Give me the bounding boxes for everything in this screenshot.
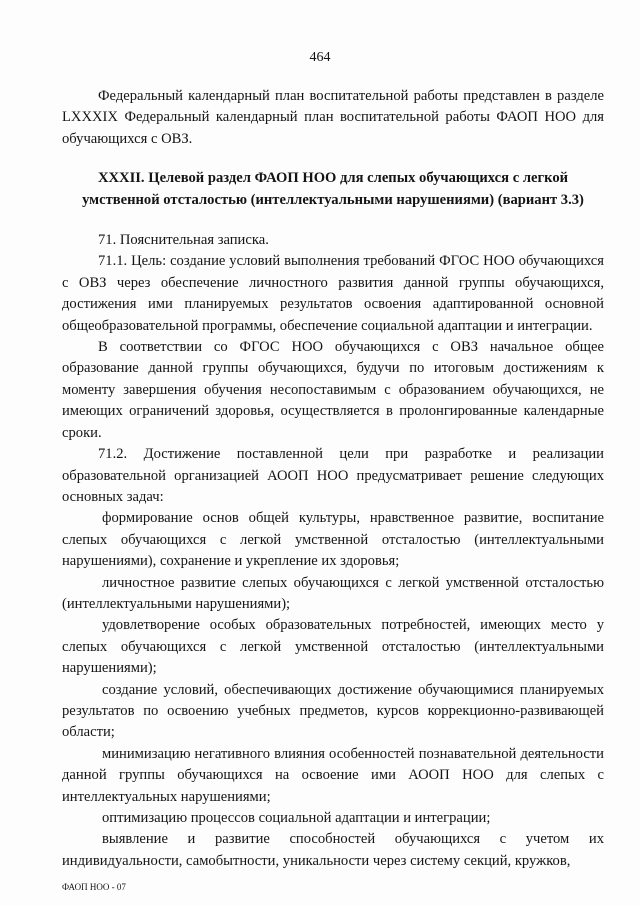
page-content: [62, 86, 604, 872]
paragraph-71-2: 71.2. Достижение поставленной цели при разработке и реализации образовательной организацией АООП НОО предусматривает решение следующих основных задач:: [62, 446, 604, 505]
document-footer: ФАОП НОО - 07: [62, 882, 126, 892]
task-item: оптимизацию процессов социальной адаптации и интеграции;: [102, 810, 491, 826]
paragraph-71-1: 71.1. Цель: создание условий выполнения требований ФГОС НОО обучающихся с ОВЗ через обеспечение личностного развития данной группы обучающихся, достижения ими планируемых результатов освоения адаптированной основной общеобразовательной программы, обеспечение социальной адаптации и интеграции.: [62, 253, 604, 334]
page-number: 464: [309, 50, 331, 65]
task-item: создание условий, обеспечивающих достижение обучающимися планируемых результатов по освоению учебных предметов, курсов коррекционно-развивающей области;: [62, 681, 604, 741]
task-item: формирование основ общей культуры, нравственное развитие, воспитание слепых обучающихся с легкой умственной отсталостью (интеллектуальными нарушениями), сохранение и укрепление их здоровья;: [62, 510, 604, 570]
section-heading: XXXII. Целевой раздел ФАОП НОО для слепых обучающихся с легкой умственной отсталостью (интеллектуальными нарушениями) (вариант 3.3): [82, 170, 584, 208]
task-item: минимизацию негативного влияния особенностей познавательной деятельности данной группы обучающихся на освоение ими АООП НОО для слепых с интеллектуальных нарушениями;: [62, 745, 604, 805]
task-item: удовлетворение особых образовательных потребностей, имеющих место у слепых обучающихся с легкой умственной отсталостью (интеллектуальными нарушениями);: [62, 617, 604, 677]
explanatory-note-title: 71. Пояснительная записка.: [98, 232, 269, 249]
task-item: личностное развитие слепых обучающихся с легкой умственной отсталостью (интеллектуальными нарушениями);: [62, 574, 604, 612]
task-item: выявление и развитие способностей обучающихся с учетом их индивидуальности, самобытности, уникальности через систему секций, кружков,: [62, 831, 604, 869]
intro-paragraph: Федеральный календарный план воспитательной работы представлен в разделе LXXXIX Федеральный календарный план воспитательной работы ФАОП НОО для обучающихся с ОВЗ.: [62, 88, 604, 147]
paragraph-fgos: В соответствии со ФГОС НОО обучающихся с ОВЗ начальное общее образование данной группы обучающихся, будучи по итоговым достижениям к моменту завершения обучения несопоставимым с образованием обучающихся, не имеющих ограничений здоровья, осуществляется в пролонгированные календарные сроки.: [62, 339, 604, 441]
